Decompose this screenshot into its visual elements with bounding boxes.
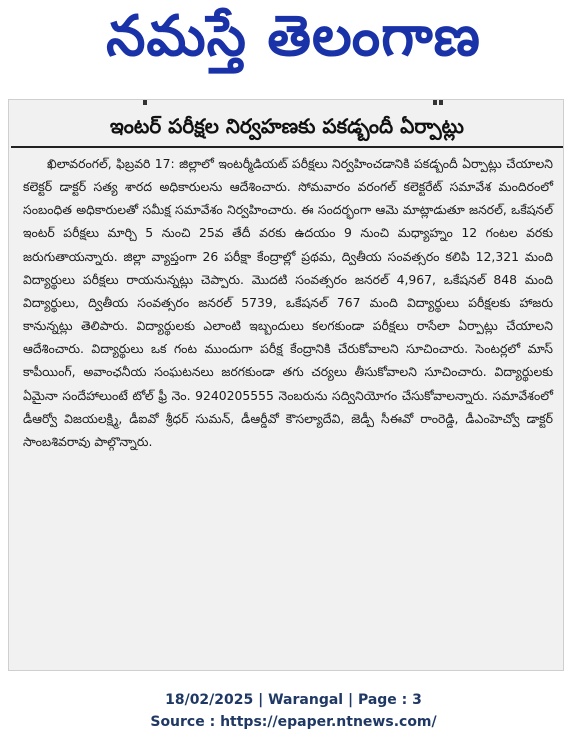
clipping-edge-mark <box>439 100 443 105</box>
newspaper-logo: నమస్తే తెలంగాణ <box>106 4 481 69</box>
clipping-top-edge <box>9 100 565 106</box>
clipping-edge-mark <box>143 100 147 105</box>
article-body: ఖిలావరంగల్, ఫిబ్రవరి 17: జిల్లాలో ఇంటర్మీడియట్ పరీక్షలు నిర్వహించడానికి పకడ్బందీ ఏర్పాట్లు చేయాలని కలెక్టర్ డాక్టర్ సత్య శారద అధికారులను ఆదేశించారు. సోమవారం వరంగల్ కలెక్టరేట్ సమావేశ మందిరంలో సంబంధిత అధికారులతో సమీక్ష సమావేశం నిర్వహించారు. ఈ సందర్భంగా ఆమె మాట్లాడుతూ జనరల్, ఒకేషనల్ ఇంటర్ పరీక్షలు మార్చి 5 నుంచి 25వ తేదీ వరకు ఉదయం 9 నుంచి మధ్యాహ్నం 12 గంటల వరకు జరుగుతాయన్నారు. జిల్లా వ్యాప్తంగా 26 పరీక్షా కేంద్రాల్లో ప్రథమ, ద్వితీయ సంవత్సరం కలిపి 12,321 మంది విద్యార్థులు పరీక్షలు రాయనున్నట్లు చెప్పారు. మొదటి సంవత్సరం జనరల్ 4,967, ఒకేషనల్ 848 మంది విద్యార్థులు, ద్వితీయ సంవత్సరం జనరల్ 5739, ఒకేషనల్ 767 మంది విద్యార్థులు పరీక్షలకు హాజరు కానున్నట్లు తెలిపారు. విద్యార్థులకు ఎలాంటి ఇబ్బందులు కలగకుండా పరీక్షలు రాసేలా ఏర్పాట్లు చేయాలని ఆదేశించారు. విద్యార్థులు ఒక గంట ముందుగా పరీక్ష కేంద్రానికి చేరుకోవాలని సూచించారు. సెంటర్లలో మాస్ కాపీయింగ్, అవాంఛనీయ సంఘటనలు జరగకుండా తగు చర్యలు తీసుకోవాలని సూచించారు. విద్యార్థులకు ఏమైనా సందేహాలుంటే టోల్ ఫ్రీ నెం. 9240205555 నెంబరును సద్వినియోగం చేసుకోవాలన్నారు. సమావేశంలో డీఆర్వో విజయలక్ష్మి, డీఐవో శ్రీధర్ సుమన్, డీఆర్డీవో కౌసల్యాదేవి, జెడ్పీ సీఈవో రాంరెడ్డి, డీఎంహెచ్వో డాక్టర్ సాంబశివరావు పాల్గొన్నారు. <box>23 156 553 449</box>
source-link[interactable]: Source : https://epaper.ntnews.com/ <box>150 714 437 730</box>
article-clipping <box>8 99 564 671</box>
clipping-edge-mark <box>433 100 437 105</box>
edition-info: 18/02/2025 | Warangal | Page : 3 <box>165 692 422 708</box>
article-headline: ఇంటర్ పరీక్షల నిర్వహణకు పకడ్బందీ ఏర్పాట్లు <box>110 114 464 138</box>
masthead <box>0 0 587 92</box>
headline-divider <box>11 146 563 148</box>
